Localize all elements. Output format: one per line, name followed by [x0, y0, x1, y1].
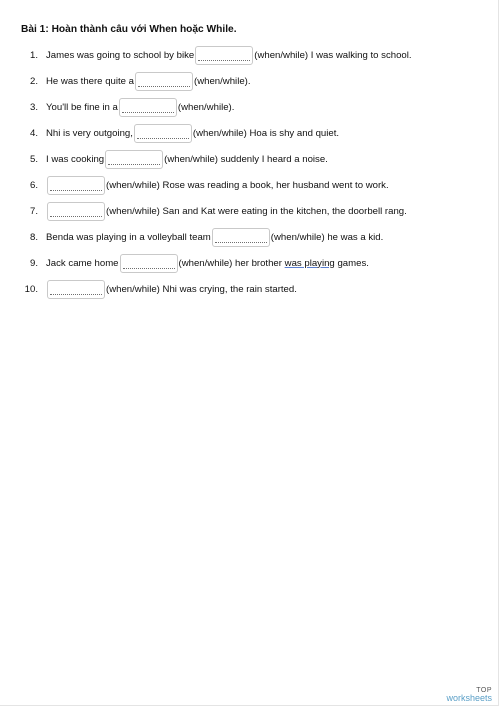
question-number: 8. — [29, 231, 38, 243]
question-text-after: (when/while). — [177, 101, 235, 113]
question-number: 4. — [29, 127, 38, 139]
answer-blank-7[interactable] — [47, 202, 105, 221]
question-text-after: (when/while) I was walking to school. — [254, 49, 412, 61]
question-text-after: (when/while) her brother — [178, 257, 282, 269]
answer-blank-1[interactable] — [195, 46, 253, 65]
answer-blank-9[interactable] — [120, 254, 178, 273]
question-text-before: You'll be fine in a — [46, 101, 118, 113]
logo-bottom-text: worksheets — [446, 693, 492, 703]
question-text-before: Nhi is very outgoing, — [46, 127, 133, 139]
question-9 — [0, 253, 369, 273]
question-text-after: (when/while) suddenly I heard a noise. — [164, 153, 328, 165]
question-number: 3. — [29, 101, 38, 113]
question-text-after: (when/while) San and Kat were eating in the kitchen, the doorbell rang. — [106, 205, 407, 217]
answer-blank-8[interactable] — [212, 228, 270, 247]
question-text-after: (when/while). — [194, 75, 251, 87]
exercise-title: Bài 1: Hoàn thành câu với When hoặc While. — [21, 24, 237, 35]
question-1 — [0, 45, 412, 65]
question-text-after: (when/while) Nhi was crying, the rain started. — [106, 283, 297, 295]
question-number: 9. — [29, 257, 38, 269]
question-4 — [0, 123, 339, 143]
question-3 — [0, 97, 234, 117]
question-10 — [0, 279, 297, 299]
question-text-end: games. — [337, 257, 369, 269]
answer-blank-4[interactable] — [134, 124, 192, 143]
question-text-before: Benda was playing in a volleyball team — [46, 231, 211, 243]
logo-top-text: TOP — [476, 687, 492, 694]
question-5 — [0, 149, 328, 169]
question-text-before: I was cooking — [46, 153, 105, 165]
question-8 — [0, 227, 383, 247]
question-text-before: Jack came home — [46, 257, 119, 269]
question-6 — [0, 175, 389, 195]
question-number: 6. — [29, 179, 38, 191]
question-7 — [0, 201, 407, 221]
question-number: 5. — [29, 153, 38, 165]
question-number: 1. — [29, 49, 38, 61]
question-2 — [0, 71, 251, 91]
question-number: 2. — [29, 75, 38, 87]
question-number: 7. — [29, 205, 38, 217]
topworksheets-logo — [446, 687, 492, 703]
answer-blank-10[interactable] — [47, 280, 105, 299]
question-text-before: He was there quite a — [46, 75, 134, 87]
question-text-after: (when/while) Rose was reading a book, her husband went to work. — [106, 179, 389, 191]
answer-blank-5[interactable] — [105, 150, 163, 169]
answer-blank-3[interactable] — [119, 98, 177, 117]
question-text-before: James was going to school by bike — [46, 49, 195, 61]
question-text-after: (when/while) Hoa is shy and quiet. — [192, 127, 340, 139]
question-text-after: (when/while) he was a kid. — [270, 231, 384, 243]
answer-blank-6[interactable] — [47, 176, 105, 195]
question-number: 10. — [24, 283, 38, 295]
underlined-phrase: was playing — [284, 257, 335, 269]
answer-blank-2[interactable] — [135, 72, 193, 91]
